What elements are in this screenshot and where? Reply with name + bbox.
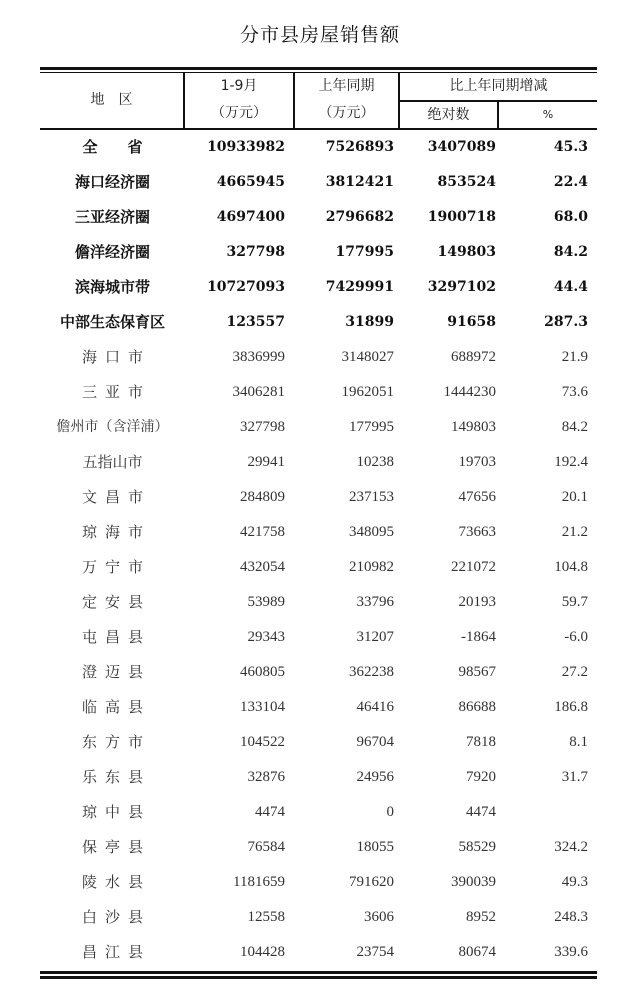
row-pct: 84.2 (561, 419, 588, 435)
table-header (40, 73, 597, 130)
row-prev: 33796 (356, 594, 394, 610)
table-row (40, 655, 597, 690)
row-prev: 23754 (356, 944, 394, 960)
row-pct: 192.4 (554, 454, 588, 470)
header-prev (295, 73, 400, 128)
row-pct: 104.8 (554, 559, 588, 575)
header-prev-period: 上年同期 (318, 78, 375, 94)
row-prev: 7429991 (325, 279, 394, 295)
row-current: 327798 (226, 244, 285, 260)
row-pct: -6.0 (564, 629, 588, 645)
table-row (40, 410, 597, 445)
row-abs: 149803 (437, 244, 496, 260)
row-abs: 688972 (451, 349, 496, 365)
row-abs: 390039 (451, 874, 496, 890)
row-pct: 248.3 (554, 909, 588, 925)
row-region: 海口市 (81, 348, 151, 366)
row-abs: 4474 (466, 804, 496, 820)
row-current: 104428 (240, 944, 285, 960)
table-row (40, 445, 597, 480)
table-row (40, 375, 597, 410)
row-prev: 10238 (356, 454, 394, 470)
row-abs: 73663 (458, 524, 496, 540)
row-prev: 3148027 (341, 349, 394, 365)
table-row (40, 165, 597, 200)
row-region: 东方市 (81, 733, 151, 751)
row-current: 10933982 (207, 139, 285, 155)
row-region: 琼海市 (81, 523, 151, 541)
table-row (40, 515, 597, 550)
row-prev: 0 (386, 804, 394, 820)
row-abs: 98567 (458, 664, 496, 680)
row-abs: 58529 (458, 839, 496, 855)
row-current: 327798 (240, 419, 285, 435)
header-prev-unit: （万元） (318, 105, 375, 121)
row-region: 屯昌县 (81, 628, 151, 646)
row-abs: 20193 (458, 594, 496, 610)
row-prev: 1962051 (341, 384, 394, 400)
row-region: 万宁市 (81, 558, 151, 576)
table-bottom-rule (40, 971, 597, 979)
row-current: 421758 (240, 524, 285, 540)
row-prev: 7526893 (325, 139, 394, 155)
row-region: 琼中县 (81, 803, 151, 821)
row-current: 460805 (240, 664, 285, 680)
row-abs: 853524 (437, 174, 496, 190)
row-prev: 210982 (349, 559, 394, 575)
table-row (40, 235, 597, 270)
row-prev: 31207 (356, 629, 394, 645)
row-current: 4697400 (216, 209, 285, 225)
row-abs: 91658 (447, 314, 496, 330)
row-region: 滨海城市带 (74, 278, 150, 296)
table-row (40, 305, 597, 340)
row-current: 123557 (226, 314, 285, 330)
row-pct: 49.3 (561, 874, 588, 890)
row-pct: 31.7 (561, 769, 588, 785)
row-current: 432054 (240, 559, 285, 575)
row-current: 12558 (247, 909, 285, 925)
row-prev: 3606 (364, 909, 394, 925)
table-row (40, 270, 597, 305)
row-current: 3406281 (232, 384, 285, 400)
row-abs: 7818 (466, 734, 496, 750)
row-pct: 22.4 (553, 174, 588, 190)
row-region: 乐东县 (81, 768, 151, 786)
row-abs: 80674 (458, 944, 496, 960)
row-abs: 221072 (451, 559, 496, 575)
row-current: 3836999 (232, 349, 285, 365)
header-change-title: 比上年同期增减 (400, 73, 597, 102)
header-region: 地区 (40, 73, 185, 128)
table-row (40, 550, 597, 585)
row-region: 澄迈县 (81, 663, 151, 681)
row-pct: 27.2 (561, 664, 588, 680)
row-prev: 46416 (356, 699, 394, 715)
row-current: 104522 (240, 734, 285, 750)
row-abs: 7920 (466, 769, 496, 785)
row-abs: 8952 (466, 909, 496, 925)
row-region: 中部生态保育区 (59, 313, 165, 331)
row-abs: -1864 (461, 629, 496, 645)
row-pct: 68.0 (553, 209, 588, 225)
table-row (40, 935, 597, 970)
row-current: 133104 (240, 699, 285, 715)
row-region: 保亭县 (81, 838, 151, 856)
row-prev: 2796682 (325, 209, 394, 225)
row-abs: 3407089 (427, 139, 496, 155)
row-pct: 20.1 (561, 489, 588, 505)
table-row (40, 200, 597, 235)
row-abs: 47656 (458, 489, 496, 505)
row-abs: 86688 (458, 699, 496, 715)
row-current: 53989 (247, 594, 285, 610)
row-region: 文昌市 (81, 488, 151, 506)
table-body (40, 130, 597, 970)
row-region: 五指山市 (82, 453, 143, 471)
row-current: 76584 (247, 839, 285, 855)
page-title: 分市县房屋销售额 (239, 24, 400, 46)
table-row (40, 725, 597, 760)
table-row (40, 830, 597, 865)
row-prev: 3812421 (325, 174, 394, 190)
row-current: 32876 (247, 769, 285, 785)
row-current: 4665945 (216, 174, 285, 190)
table-row (40, 900, 597, 935)
row-abs: 149803 (451, 419, 496, 435)
row-region: 儋州市（含洋浦） (56, 419, 169, 435)
row-pct: 59.7 (561, 594, 588, 610)
row-pct: 84.2 (553, 244, 588, 260)
row-current: 29941 (247, 454, 285, 470)
row-region: 三亚经济圈 (74, 208, 150, 226)
row-region: 昌江县 (81, 943, 151, 961)
table-row (40, 865, 597, 900)
table-row (40, 585, 597, 620)
row-region: 全省 (82, 138, 173, 156)
header-change (400, 73, 597, 128)
row-prev: 18055 (356, 839, 394, 855)
row-region: 陵水县 (81, 873, 151, 891)
row-current: 284809 (240, 489, 285, 505)
row-region: 海口经济圈 (74, 173, 150, 191)
row-prev: 24956 (356, 769, 394, 785)
row-abs: 1444230 (443, 384, 496, 400)
row-region: 儋洋经济圈 (74, 243, 150, 261)
header-current-unit: （万元） (211, 105, 267, 121)
row-prev: 791620 (349, 874, 394, 890)
table-row (40, 760, 597, 795)
table-row (40, 130, 597, 165)
row-current: 29343 (247, 629, 285, 645)
table-row (40, 795, 597, 830)
row-prev: 177995 (335, 244, 394, 260)
sales-table (40, 67, 597, 979)
row-prev: 177995 (349, 419, 394, 435)
row-prev: 96704 (356, 734, 394, 750)
row-current: 10727093 (207, 279, 285, 295)
table-row (40, 480, 597, 515)
row-pct: 8.1 (569, 734, 588, 750)
row-region: 定安县 (81, 593, 151, 611)
header-current (185, 73, 295, 128)
row-pct: 21.9 (561, 349, 588, 365)
table-row (40, 340, 597, 375)
row-prev: 31899 (345, 314, 394, 330)
row-pct: 339.6 (554, 944, 588, 960)
row-pct: 45.3 (553, 139, 588, 155)
row-current: 1181659 (233, 874, 285, 890)
row-region: 白沙县 (81, 908, 151, 926)
row-pct: 324.2 (554, 839, 588, 855)
row-region: 临高县 (81, 698, 151, 716)
row-pct: 44.4 (553, 279, 588, 295)
header-current-period: 1-9月 (220, 78, 258, 94)
row-abs: 19703 (458, 454, 496, 470)
row-current: 4474 (255, 804, 285, 820)
row-pct: 186.8 (554, 699, 588, 715)
header-change-pct: % (542, 108, 554, 121)
table-row (40, 690, 597, 725)
row-pct: 73.6 (561, 384, 588, 400)
row-pct: 287.3 (544, 314, 588, 330)
row-region: 三亚市 (81, 383, 151, 401)
row-abs: 3297102 (427, 279, 496, 295)
header-change-abs: 绝对数 (400, 102, 499, 128)
table-row (40, 620, 597, 655)
row-prev: 362238 (349, 664, 394, 680)
row-abs: 1900718 (427, 209, 496, 225)
row-prev: 348095 (349, 524, 394, 540)
row-pct: 21.2 (561, 524, 588, 540)
row-prev: 237153 (349, 489, 394, 505)
